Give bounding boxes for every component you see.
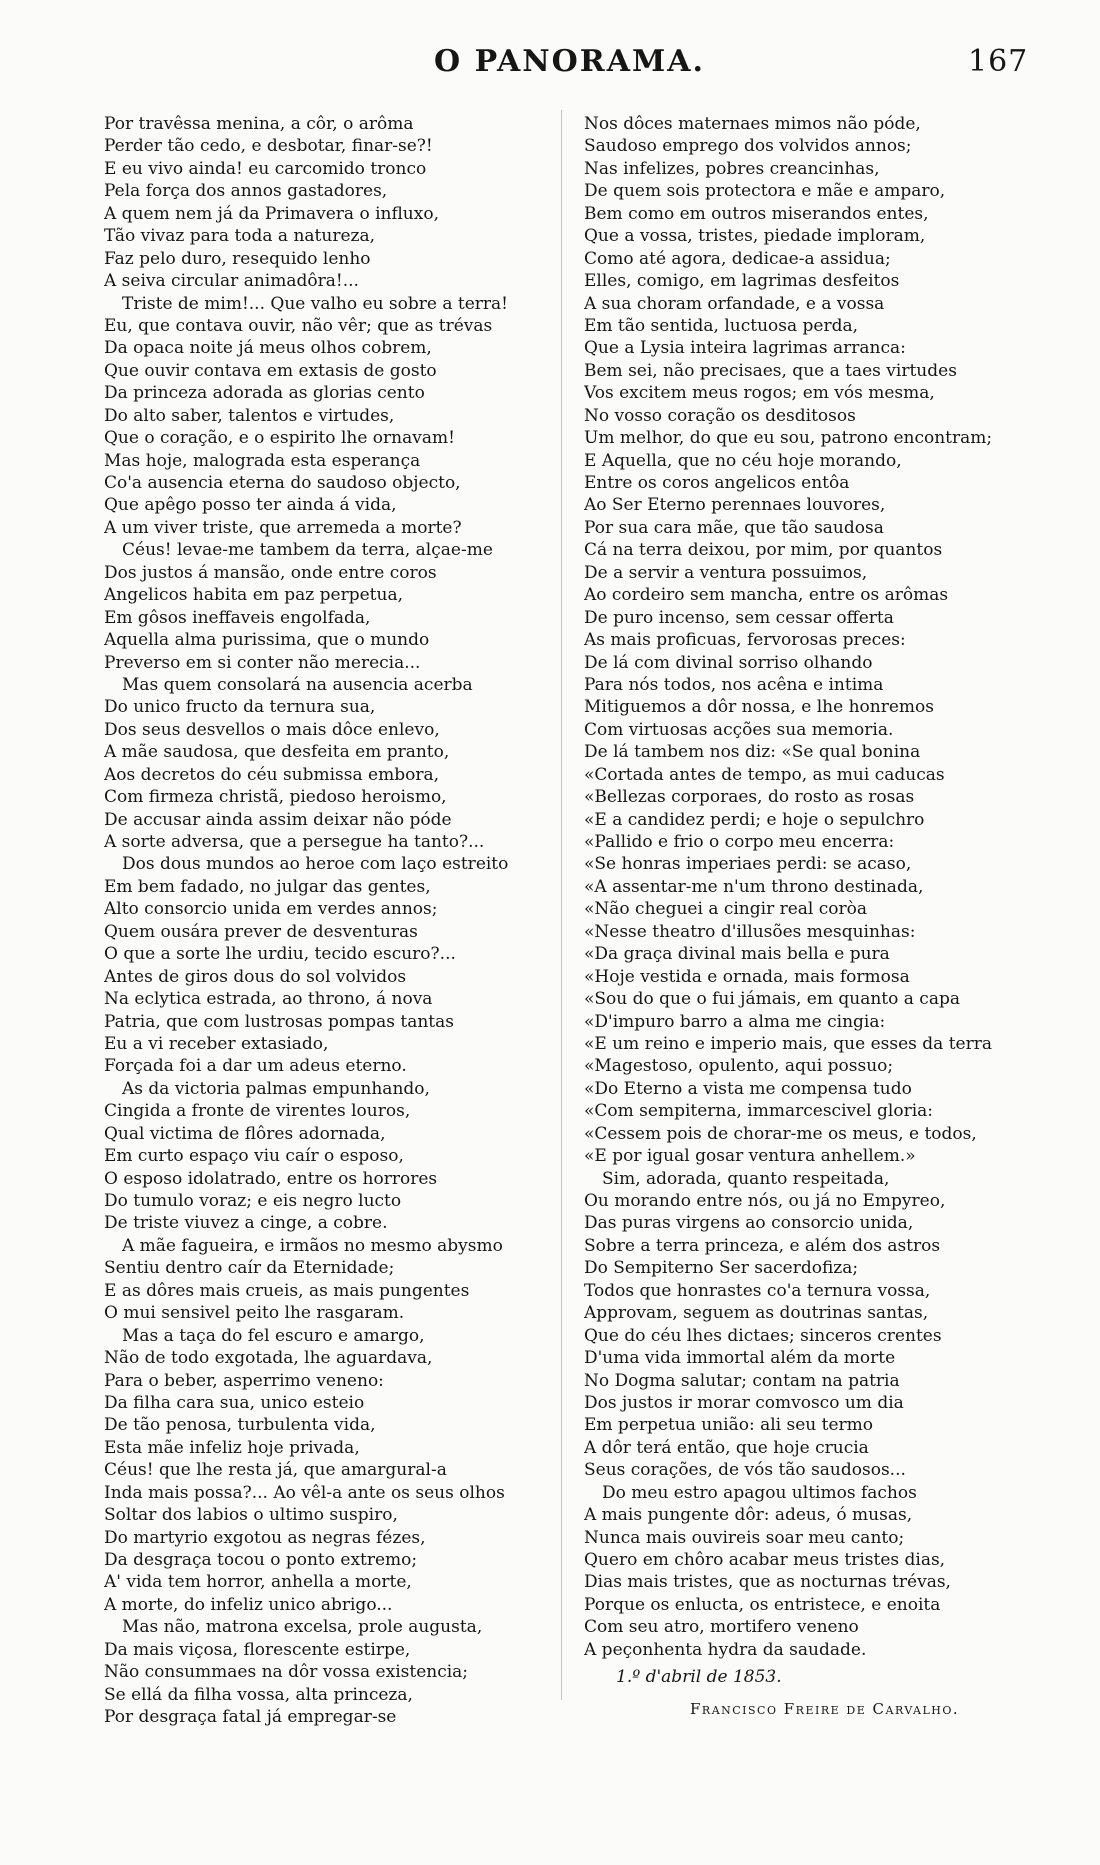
verse-line: Da opaca noite já meus olhos cobrem, <box>104 338 432 359</box>
verse-line: Em bem fadado, no julgar das gentes, <box>104 876 431 897</box>
verse-line: De tão penosa, turbulenta vida, <box>104 1415 376 1436</box>
verse-line: «D'impuro barro a alma me cingia: <box>584 1011 886 1032</box>
verse-line: «E por igual gosar ventura anhellem.» <box>584 1146 916 1167</box>
verse-line: Elles, comigo, em lagrimas desfeitos <box>584 271 900 292</box>
poem-author: Francisco Freire de Carvalho. <box>690 1700 960 1718</box>
verse-line: Que a vossa, tristes, piedade imploram, <box>584 226 926 247</box>
verse-line: Todos que honrastes co'a ternura vossa, <box>584 1280 931 1301</box>
verse-line: Do tumulo voraz; e eis negro lucto <box>104 1191 402 1211</box>
verse-line: Approvam, seguem as doutrinas santas, <box>584 1303 929 1324</box>
verse-line: Nos dôces maternaes mimos não póde, <box>584 114 921 134</box>
verse-line: Um melhor, do que eu sou, patrono encontram; <box>584 428 993 449</box>
verse-line: Nas infelizes, pobres creancinhas, <box>584 158 880 179</box>
verse-line: «Hoje vestida e ornada, mais formosa <box>584 966 910 987</box>
verse-line: A' vida tem horror, anhella a morte, <box>104 1572 412 1593</box>
verse-line: «A assentar-me n'um throno destinada, <box>584 876 924 897</box>
verse-line: Quero em chôro acabar meus tristes dias, <box>584 1550 946 1570</box>
verse-line: Para o beber, asperrimo veneno: <box>104 1370 384 1391</box>
verse-line: Do alto saber, talentos e virtudes, <box>104 405 395 426</box>
verse-line: Do meu estro apagou ultimos fachos <box>602 1482 917 1503</box>
verse-line: Bem como em outros miserandos entes, <box>584 203 929 224</box>
verse-line: Antes de giros dous do sol volvidos <box>104 966 407 987</box>
page-header <box>0 44 1100 84</box>
verse-line: Entre os coros angelicos entôa <box>584 473 850 493</box>
verse-line: Angelicos habita em paz perpetua, <box>104 585 403 606</box>
verse-line: Pela força dos annos gastadores, <box>104 181 388 202</box>
verse-line: Ou morando entre nós, ou já no Empyreo, <box>584 1191 946 1211</box>
verse-line: Mas a taça do fel escuro e amargo, <box>122 1325 425 1346</box>
verse-line: Dos dous mundos ao heroe com laço estreito <box>122 854 509 875</box>
verse-line: O mui sensivel peito lhe rasgaram. <box>104 1303 405 1324</box>
left-column <box>104 113 542 1729</box>
verse-line: Quem ousára prever de desventuras <box>104 921 418 942</box>
verse-line: Dos justos á mansão, onde entre coros <box>104 562 437 583</box>
verse-line: Eu a vi receber extasiado, <box>104 1033 329 1054</box>
verse-line: O que a sorte lhe urdiu, tecido escuro?... <box>104 944 456 965</box>
verse-line: Dos justos ir morar comvosco um dia <box>584 1392 904 1413</box>
verse-line: A mais pungente dôr: adeus, ó musas, <box>584 1505 913 1526</box>
verse-line: Sim, adorada, quanto respeitada, <box>602 1168 890 1189</box>
right-column <box>584 113 1054 1661</box>
verse-line: «Da graça divinal mais bella e pura <box>584 944 890 965</box>
verse-line: «Cessem pois de chorar-me os meus, e todos, <box>584 1123 977 1144</box>
verse-line: Das puras virgens ao consorcio unida, <box>584 1213 914 1234</box>
verse-line: Da mais viçosa, florescente estirpe, <box>104 1639 411 1660</box>
verse-line: Com seu atro, mortifero veneno <box>584 1617 859 1638</box>
verse-line: A morte, do infeliz unico abrigo... <box>104 1594 393 1615</box>
verse-line: Se ellá da filha vossa, alta princeza, <box>104 1684 413 1705</box>
verse-line: Nunca mais ouvireis soar meu canto; <box>584 1527 905 1548</box>
verse-line: Em tão sentida, luctuosa perda, <box>584 315 859 336</box>
verse-line: Da desgraça tocou o ponto extremo; <box>104 1550 418 1570</box>
verse-line: Seus corações, de vós tão saudosos... <box>584 1460 906 1481</box>
verse-line: Por desgraça fatal já empregar-se <box>104 1707 397 1728</box>
verse-line: Como até agora, dedicae-a assidua; <box>584 248 891 269</box>
verse-line: No Dogma salutar; contam na patria <box>584 1370 900 1391</box>
verse-line: A mãe saudosa, que desfeita em pranto, <box>104 742 450 763</box>
verse-line: Saudoso emprego dos volvidos annos; <box>584 136 912 157</box>
verse-line: Que o coração, e o espirito lhe ornavam! <box>104 428 455 449</box>
verse-line: «Magestoso, opulento, aqui possuo; <box>584 1056 894 1077</box>
verse-line: «Não cheguei a cingir real coròa <box>584 899 868 920</box>
verse-line: Mitiguemos a dôr nossa, e lhe honremos <box>584 697 934 718</box>
verse-line: Que ouvir contava em extasis de gosto <box>104 360 437 381</box>
verse-line: Eu, que contava ouvir, não vêr; que as trévas <box>104 315 493 336</box>
verse-line: Mas hoje, malograda esta esperança <box>104 450 421 471</box>
verse-line: Em curto espaço viu caír o esposo, <box>104 1146 404 1167</box>
verse-line: «Nesse theatro d'illusões mesquinhas: <box>584 921 916 942</box>
verse-line: Co'a ausencia eterna do saudoso objecto, <box>104 473 461 493</box>
verse-line: Do martyrio exgotou as negras fézes, <box>104 1527 426 1548</box>
verse-line: Cingida a fronte de virentes louros, <box>104 1101 411 1122</box>
verse-line: A seiva circular animadôra!... <box>104 271 359 292</box>
verse-line: De puro incenso, sem cessar offerta <box>584 607 894 628</box>
verse-line: Com firmeza christã, piedoso heroismo, <box>104 787 447 808</box>
verse-line: De lá tambem nos diz: «Se qual bonina <box>584 742 921 763</box>
verse-line: Patria, que com lustrosas pompas tantas <box>104 1011 455 1032</box>
verse-line: Na eclytica estrada, ao throno, á nova <box>104 989 433 1010</box>
verse-line: Dos seus desvellos o mais dôce enlevo, <box>104 719 440 740</box>
verse-line: Aquella alma purissima, que o mundo <box>104 630 430 651</box>
verse-line: As mais proficuas, fervorosas preces: <box>584 630 906 651</box>
verse-line: «E um reino e imperio mais, que esses da terra <box>584 1033 992 1054</box>
verse-line: Para nós todos, nos acêna e intima <box>584 674 884 695</box>
verse-line: Ao cordeiro sem mancha, entre os arômas <box>584 585 949 606</box>
verse-line: A dôr terá então, que hoje crucia <box>584 1437 869 1458</box>
verse-line: E Aquella, que no céu hoje morando, <box>584 450 902 471</box>
verse-line: Forçada foi a dar um adeus eterno. <box>104 1056 407 1077</box>
verse-line: «Do Eterno a vista me compensa tudo <box>584 1078 912 1099</box>
verse-line: Que do céu lhes dictaes; sinceros crentes <box>584 1325 942 1346</box>
verse-line: Faz pelo duro, resequido lenho <box>104 248 371 269</box>
verse-line: Mas quem consolará na ausencia acerba <box>122 674 473 695</box>
verse-line: De lá com divinal sorriso olhando <box>584 652 873 673</box>
verse-line: «Bellezas corporaes, do rosto as rosas <box>584 787 915 808</box>
verse-line: Da princeza adorada as glorias cento <box>104 383 425 404</box>
verse-line: Não consummaes na dôr vossa existencia; <box>104 1662 469 1683</box>
verse-line: Bem sei, não precisaes, que a taes virtudes <box>584 360 957 381</box>
verse-line: De triste viuvez a cinge, a cobre. <box>104 1213 388 1234</box>
verse-line: De accusar ainda assim deixar não póde <box>104 809 452 830</box>
verse-line: «Com sempiterna, immarcescivel gloria: <box>584 1101 933 1122</box>
verse-line: A quem nem já da Primavera o influxo, <box>104 203 439 224</box>
verse-line: Por travêssa menina, a côr, o arôma <box>104 114 414 134</box>
verse-line: Que apêgo posso ter ainda á vida, <box>104 495 397 516</box>
column-divider <box>561 110 562 1700</box>
page-number: 167 <box>968 44 1029 79</box>
verse-line: «Sou do que o fui jámais, em quanto a capa <box>584 989 960 1010</box>
verse-line: Aos decretos do céu submissa embora, <box>104 764 440 785</box>
verse-line: Sobre a terra princeza, e além dos astros <box>584 1235 941 1256</box>
verse-line: As da victoria palmas empunhando, <box>122 1078 430 1099</box>
verse-line: A mãe fagueira, e irmãos no mesmo abysmo <box>122 1235 503 1256</box>
verse-line: O esposo idolatrado, entre os horrores <box>104 1168 438 1189</box>
verse-line: Soltar dos labios o ultimo suspiro, <box>104 1505 398 1526</box>
verse-line: De quem sois protectora e mãe e amparo, <box>584 181 946 202</box>
verse-line: Céus! que lhe resta já, que amargural-a <box>104 1460 447 1481</box>
verse-line: E as dôres mais crueis, as mais pungentes <box>104 1280 470 1301</box>
verse-line: Que a Lysia inteira lagrimas arranca: <box>584 338 906 359</box>
verse-line: Dias mais tristes, que as nocturnas trévas, <box>584 1572 951 1593</box>
verse-line: Triste de mim!... Que valho eu sobre a terra! <box>122 293 509 314</box>
verse-line: Em gôsos ineffaveis engolfada, <box>104 607 371 628</box>
verse-line: Não de todo exgotada, lhe aguardava, <box>104 1348 433 1369</box>
verse-line: E eu vivo ainda! eu carcomido tronco <box>104 158 427 179</box>
verse-line: Cá na terra deixou, por mim, por quantos <box>584 540 943 561</box>
verse-line: Mas não, matrona excelsa, prole augusta, <box>122 1617 483 1638</box>
verse-line: Preverso em si conter não merecia... <box>104 652 421 673</box>
verse-line: «Cortada antes de tempo, as mui caducas <box>584 764 945 785</box>
verse-line: Céus! levae-me tambem da terra, alçae-me <box>122 540 493 561</box>
verse-line: «E a candidez perdi; e hoje o sepulchro <box>584 809 925 830</box>
verse-line: Alto consorcio unida em verdes annos; <box>104 899 438 920</box>
verse-line: D'uma vida immortal além da morte <box>584 1348 896 1369</box>
verse-line: Esta mãe infeliz hoje privada, <box>104 1437 360 1458</box>
verse-line: De a servir a ventura possuimos, <box>584 562 868 583</box>
verse-line: Do Sempiterno Ser sacerdofiza; <box>584 1258 859 1279</box>
verse-line: Do unico fructo da ternura sua, <box>104 697 376 718</box>
verse-line: Qual victima de flôres adornada, <box>104 1123 386 1144</box>
verse-line: A sua choram orfandade, e a vossa <box>584 293 885 314</box>
poem-date: 1.º d'abril de 1853. <box>616 1667 782 1687</box>
verse-line: Tão vivaz para toda a natureza, <box>104 226 376 247</box>
verse-line: A sorte adversa, que a persegue ha tanto?... <box>104 832 485 852</box>
verse-line: Vos excitem meus rogos; em vós mesma, <box>584 383 935 404</box>
verse-line: Ao Ser Eterno perennaes louvores, <box>584 495 886 516</box>
verse-line: Perder tão cedo, e desbotar, finar-se?! <box>104 136 433 157</box>
verse-line: Porque os enlucta, os entristece, e enoita <box>584 1594 941 1615</box>
verse-line: «Se honras imperiaes perdi: se acaso, <box>584 854 912 875</box>
verse-line: Por sua cara mãe, que tão saudosa <box>584 517 884 538</box>
verse-line: Inda mais possa?... Ao vêl-a ante os seus olhos <box>104 1482 505 1503</box>
verse-line: A peçonhenta hydra da saudade. <box>584 1639 867 1660</box>
verse-line: Sentiu dentro caír da Eternidade; <box>104 1258 395 1279</box>
verse-line: Com virtuosas acções sua memoria. <box>584 719 894 740</box>
verse-line: «Pallido e frio o corpo meu encerra: <box>584 832 895 852</box>
verse-line: No vosso coração os desditosos <box>584 405 856 426</box>
verse-line: A um viver triste, que arremeda a morte? <box>104 517 462 538</box>
periodical-title: O PANORAMA. <box>434 44 705 79</box>
verse-line: Da filha cara sua, unico esteio <box>104 1392 365 1413</box>
verse-line: Em perpetua união: ali seu termo <box>584 1415 874 1436</box>
